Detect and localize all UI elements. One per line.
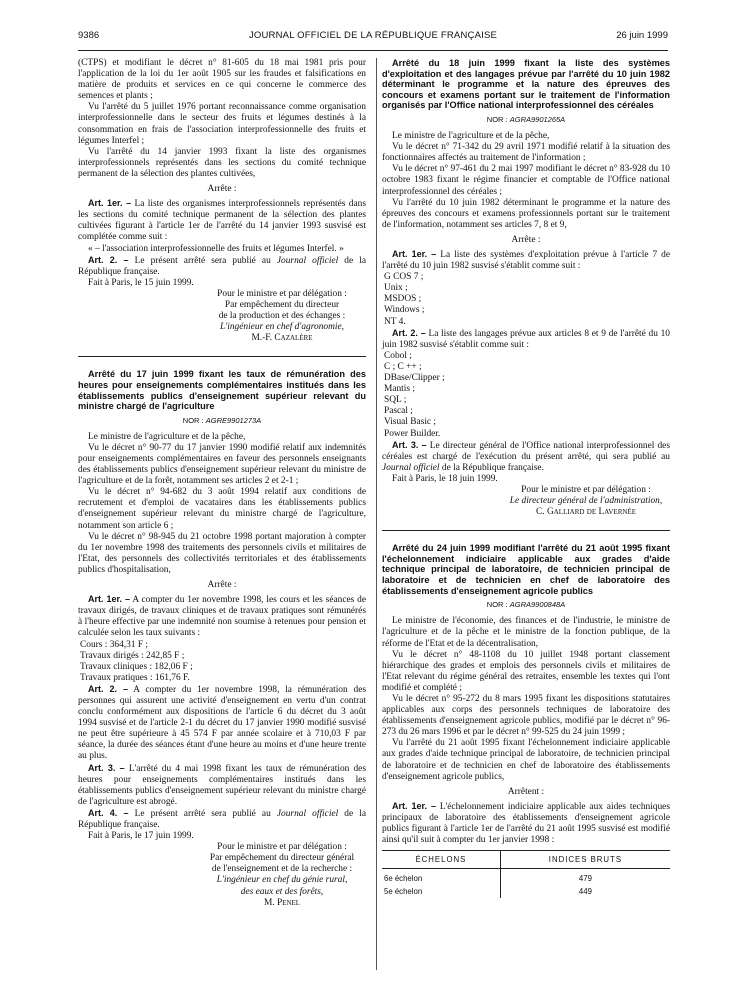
signature-block: Pour le ministre et par délégation : Par empêchement du directeur général de l'enseignement et de la recherche : L'ingénieur en chef du génie rural, des eaux et des forêts, M. Penel	[198, 842, 366, 909]
paragraph: Vu le décret n° 94-682 du 3 août 1994 relatif aux conditions de recrutement et d'emploi de vacataires dans les établissements publics d'enseignement supérieur relevant du ministre chargé de l'agriculture, notamment son article 6 ;	[78, 487, 366, 531]
decree-title: Arrêté du 17 juin 1999 fixant les taux de rémunération des heures pour enseignements complémentaires institués dans les établissements publics d'enseignement supérieur relevant du ministre chargé de l'agriculture	[78, 369, 366, 412]
table-header: INDICES BRUTS	[500, 851, 670, 869]
list-item: Cours : 364,31 F ;	[80, 639, 148, 650]
signature-block: Pour le ministre et par délégation : Par empêchement du directeur de la production et des échanges : L'ingénieur en chef d'agronomie, M.-F. Cazalère	[198, 289, 366, 344]
page-number: 9386	[78, 30, 100, 41]
article: Art. 1er. – A compter du 1er novembre 1998, les cours et les séances de travaux dirigés, de travaux cliniques et de travaux pratiques sont rémunérés à l'heure effective par une indemnité non soumise à retenues pour pension et calculée selon les taux suivants :	[78, 594, 366, 639]
list-item: Unix ;	[384, 283, 408, 294]
rates-list	[78, 640, 366, 684]
paragraph: Vu le décret n° 48-1108 du 10 juillet 1948 portant classement hiérarchique des grades et emplois des personnels civils et militaires de l'Etat relevant du régime général des retraites, ensemble les textes qui l'ont modifié et complété ;	[382, 649, 670, 693]
list-item: MSDOS ;	[384, 294, 422, 305]
systems-list	[382, 272, 670, 327]
nor-reference: NOR : AGRA9901265A	[486, 114, 566, 124]
journal-title: JOURNAL OFFICIEL DE LA RÉPUBLIQUE FRANÇAISE	[248, 30, 498, 41]
section-separator	[382, 530, 670, 531]
decree-title: Arrêté du 18 juin 1999 fixant la liste des systèmes d'exploitation et des langages prévue par l'arrêté du 10 juin 1982 déterminant le programme et la nature des épreuves des concours et examens portant sur le traitement de l'information organisés par l'Office national interprofessionnel des céréales	[382, 58, 670, 111]
signatory: C. Galliard de Lavernée	[536, 507, 636, 518]
table-header: ÉCHELONS	[382, 851, 500, 869]
article: Art. 4. – Le présent arrêté sera publié au Journal officiel de la République française.	[78, 807, 366, 830]
header-rule	[78, 50, 668, 51]
article: Art. 1er. – La liste des organismes interprofessionnels représentés dans les sections du comité technique permanent de la sélection des plantes cultivées figurant à l'article 1er de l'arrêté du 14 janvier 1993 susvisé est complétée comme suit :	[78, 198, 366, 243]
paragraph: Vu l'arrêté du 14 janvier 1993 fixant la liste des organismes interprofessionnels représentés dans les sections du comité technique permanent de la sélection des plantes cultivées,	[78, 146, 366, 179]
right-column	[382, 58, 670, 898]
paragraph: Vu le décret n° 71-342 du 29 avril 1971 modifié relatif à la situation des fonctionnaires affectés au traitement de l'information ;	[382, 142, 670, 164]
echelons-table	[382, 850, 670, 898]
arrete-heading: Arrête :	[207, 184, 237, 195]
article: Art. 2. – A compter du 1er novembre 1998, la rémunération des personnes qui assurent une activité d'enseignement en vertu d'un contrat conclu conformément aux dispositions de l'article 6 du décret du 3 août 1994 susvisé et de l'article 2-1 du décret du 17 janvier 1990 modifié susvisé ne peut être supérieure à 45 574 F par année scolaire et à 710,03 F par séance, la durée des séances étant d'une heure au moins et d'une heure trente au plus.	[78, 683, 367, 762]
quote: « – l'association interprofessionnelle des fruits et légumes Interfel. »	[88, 243, 344, 254]
article-label: Art. 1er. –	[392, 800, 437, 811]
paragraph: Vu le décret n° 97-461 du 2 mai 1997 modifiant le décret n° 83-928 du 10 octobre 1983 fixant le régime financier et comptable de l'Office national interprofessionnel des céréales ;	[382, 164, 670, 197]
article: Art. 3. – L'arrêté du 4 mai 1998 fixant les taux de rémunération des heures pour enseignements complémentaires institués dans les établissements publics d'enseignement supérieur relevant du ministre chargé de l'agriculture est abrogé.	[78, 762, 366, 807]
article-label: Art. 1er. –	[88, 594, 131, 605]
section-separator	[78, 356, 366, 357]
paragraph: Vu l'arrêté du 10 juin 1982 déterminant le programme et la nature des épreuves des concours et examens professionnels portant sur le traitement de l'information, notamment ses articles 7, 8 et 9,	[382, 197, 670, 230]
list-item: Windows ;	[384, 305, 425, 316]
table-row	[382, 869, 670, 886]
paragraph: Le ministre de l'économie, des finances et de l'industrie, le ministre de l'agriculture et de la pêche et le ministre de la fonction publique, de la réforme de l'Etat et de la décentralisation,	[382, 616, 670, 649]
list-item: SQL ;	[384, 395, 407, 406]
list-item: Pascal ;	[384, 406, 413, 417]
signatory: M. Penel	[263, 897, 301, 908]
languages-list	[382, 351, 670, 440]
paragraph: (CTPS) et modifiant le décret n° 81-605 du 18 mai 1981 pris pour l'application de la loi du 1er août 1905 sur les fraudes et falsifications en matière de produits et services en ce qui concerne le commerce des semences et plants ;	[78, 58, 366, 102]
article: Art. 3. – Le directeur général de l'Office national interprofessionnel des céréales est chargé de l'exécution du présent arrêté, qui sera publié au Journal officiel de la République française.	[382, 439, 670, 473]
page-header	[78, 30, 668, 46]
article-label: Art. 3. –	[392, 439, 427, 450]
paragraph: Vu l'arrêté du 5 juillet 1976 portant reconnaissance comme organisation interprofessionnelle dans le secteur des fruits et légumes destinés à la consommation en frais de l'association interprofessionnelle des fruits et légumes Interfel ;	[78, 102, 366, 146]
signatory: M.-F. Cazalère	[251, 333, 313, 344]
nor-reference: NOR : AGRA9900848A	[486, 600, 566, 610]
paragraph: Vu le décret n° 98-945 du 21 octobre 1998 portant majoration à compter du 1er novembre 1998 des traitements des personnels civils et militaires de l'Etat, des personnels des collectivités territoriales et des établissements publics d'hospitalisation,	[78, 531, 366, 575]
paragraph: Vu l'arrêté du 21 août 1995 fixant l'échelonnement indiciaire applicable aux grades d'aide technique principal de laboratoire, de technicien principal de laboratoire et de technicien en chef de laboratoire des établissements d'enseignement agricole publics,	[382, 738, 670, 782]
article-label: Art. 4. –	[88, 807, 129, 818]
article-label: Art. 1er. –	[392, 249, 437, 259]
signature-date: Fait à Paris, le 17 juin 1999.	[88, 831, 194, 842]
article-label: Art. 1er. –	[88, 198, 132, 209]
left-column	[78, 58, 366, 909]
issue-date: 26 juin 1999	[616, 30, 668, 41]
nor-reference: NOR : AGRE9901273A	[182, 415, 262, 425]
paragraph: Vu le décret n° 90-77 du 17 janvier 1990 modifié relatif aux indemnités pour enseignements complémentaires en faveur des personnels enseignants des établissements publics d'enseignement supérieur relevant du ministre de l'agriculture et de la forêt, notamment ses articles 2 et 2-1 ;	[78, 442, 366, 487]
list-item: G COS 7 ;	[384, 272, 424, 283]
table-header-row	[382, 851, 670, 869]
paragraph: Le ministre de l'agriculture et de la pêche,	[392, 131, 550, 142]
list-item: Travaux dirigés : 242,85 F ;	[80, 650, 185, 661]
list-item: Cobol ;	[384, 350, 412, 361]
article-label: Art. 2. –	[88, 683, 128, 694]
signature-date: Fait à Paris, le 18 juin 1999.	[392, 473, 498, 484]
list-item: Visual Basic ;	[384, 417, 437, 428]
list-item: Travaux cliniques : 182,06 F ;	[80, 661, 193, 672]
table-cell: 449	[500, 885, 670, 898]
table-row	[382, 885, 670, 898]
paragraph: Le ministre de l'agriculture et de la pêche,	[88, 431, 246, 442]
article: Art. 1er. – La liste des systèmes d'exploitation prévue à l'article 7 de l'arrêté du 10 juin 1982 susvisé s'établit comme suit :	[382, 249, 670, 272]
arrete-heading: Arrête :	[511, 234, 541, 245]
table-cell: 479	[500, 869, 670, 886]
table-cell: 5e échelon	[384, 887, 423, 897]
article-label: Art. 3. –	[88, 762, 125, 773]
list-item: DBase/Clipper ;	[384, 373, 445, 384]
decree-title: Arrêté du 24 juin 1999 modifiant l'arrêté du 21 août 1995 fixant l'échelonnement indiciaire applicable aux grades d'aide technique principal de laboratoire, de technicien principal de laboratoire et de technicien en chef de laboratoire des établissements d'enseignement agricole publics	[382, 543, 670, 596]
list-item: C ; C ++ ;	[384, 361, 422, 372]
list-item: Travaux pratiques : 161,76 F.	[80, 672, 190, 683]
article: Art. 1er. – L'échelonnement indiciaire applicable aux aides techniques principaux de laboratoire des établissements d'enseignement agricole publics figurant à l'article 1er de l'arrêté du 21 août 1995 susvisé est modifié ainsi qu'il suit à compter du 1er janvier 1998 :	[382, 800, 670, 846]
article-label: Art. 2. –	[392, 327, 426, 338]
article: Art. 2. – La liste des langages prévue aux articles 8 et 9 de l'arrêté du 10 juin 1982 susvisé s'établit comme suit :	[382, 327, 670, 350]
signature-date: Fait à Paris, le 15 juin 1999.	[88, 277, 194, 288]
arrete-heading: Arrête :	[207, 580, 237, 591]
signature-block: Pour le ministre et par délégation : Le directeur général de l'administration, C. Galliard de Lavernée	[502, 485, 670, 518]
article: Art. 2. – Le présent arrêté sera publié au Journal officiel de la République française.	[78, 254, 366, 277]
paragraph: Vu le décret n° 95-272 du 8 mars 1995 fixant les dispositions statutaires applicables aux corps des personnels techniques de laboratoire des établissements d'enseignement agricole publics, modifié par le décret n° 96-273 du 26 mars 1996 et par le décret n° 99-525 du 24 juin 1999 ;	[382, 693, 670, 738]
article-label: Art. 2. –	[88, 254, 129, 265]
column-divider	[376, 58, 377, 970]
list-item: Mantis ;	[384, 384, 415, 395]
list-item: NT 4.	[384, 316, 406, 327]
list-item: Power Builder.	[384, 428, 441, 439]
arrete-heading: Arrêtent :	[507, 786, 545, 797]
table-cell: 6e échelon	[384, 874, 423, 884]
